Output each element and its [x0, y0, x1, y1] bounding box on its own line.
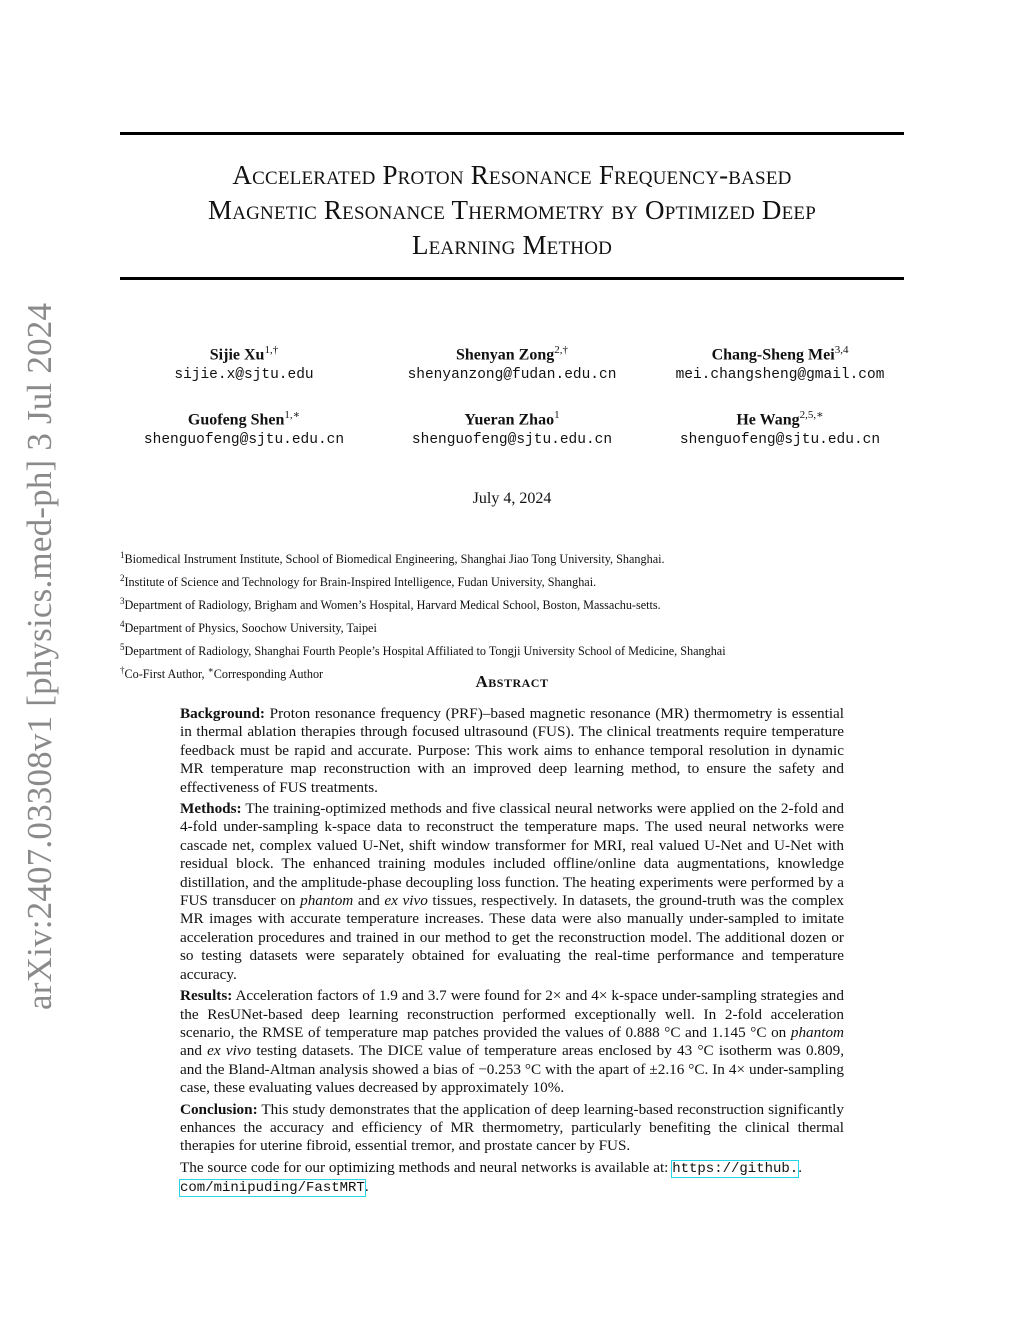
background-text: Proton resonance frequency (PRF)–based magnetic resonance (MR) thermometry is essential in thermal ablation therapies through focused ultrasound (FUS). The clinical treatments require temperature feedback must be rapid and accurate. Purpose: This work aims to enhance temporal resolution in dynamic MR temperature map reconstruction with an improved deep learning method, to ensure the safety and effectiveness of FUS treatments. — [180, 705, 844, 796]
author-name: Yueran Zhao — [464, 411, 555, 429]
author-email[interactable]: sijie.x@sjtu.edu — [174, 367, 314, 384]
paper-title — [120, 158, 904, 263]
author-email[interactable]: mei.changsheng@gmail.com — [675, 367, 885, 384]
abstract-conclusion — [180, 1101, 844, 1156]
results-text: and — [180, 1042, 208, 1060]
affiliation-text: Department of Physics, Soochow University, Taipei — [124, 621, 377, 636]
results-emphasis: ex vivo — [207, 1042, 252, 1060]
arxiv-identifier: arXiv:2407.03308v1 [physics.med-ph] 3 Jul 2024 — [20, 302, 59, 1010]
code-repository-link[interactable]: com/minipuding/FastMRT — [180, 1180, 365, 1197]
code-repository-link[interactable]: https://github. — [672, 1160, 799, 1177]
affiliation-marker: ∗ — [207, 665, 214, 676]
author — [646, 340, 914, 385]
results-emphasis: phantom — [790, 1023, 844, 1041]
abstract-body — [180, 705, 844, 1201]
background-label: Background: — [180, 705, 265, 722]
conclusion-text: This study demonstrates that the application of deep learning-based reconstruction significantly enhances the accuracy and efficiency of MR thermometry, particularly benefiting the clinical thermal therapies for uterine fibroid, essential tremor, and prostate cancer by FUS. — [180, 1100, 844, 1155]
abstract-code-availability — [180, 1159, 844, 1198]
affiliation-marker: 2 — [120, 573, 125, 584]
code-availability-text: . — [798, 1158, 803, 1176]
title-top-rule — [120, 132, 904, 135]
results-text: testing datasets. The DICE value of temperature areas enclosed by 43 °C isotherm was 0.809, and the Bland-Altman analysis showed a bias of −0.253 °C with the apart of ±2.16 °C. In 4× under-sampling case, these evaluating values decreased by approximately 10%. — [180, 1042, 844, 1097]
affiliations-list — [120, 546, 910, 684]
authors-row-1 — [110, 340, 914, 385]
affiliation-marker: 3 — [120, 596, 125, 607]
affiliation-text: Biomedical Instrument Institute, School of Biomedical Engineering, Shanghai Jiao Tong University, Shanghai. — [124, 552, 665, 567]
author-email[interactable]: shenguofeng@sjtu.edu.cn — [143, 432, 345, 449]
authors-row-2 — [110, 405, 914, 450]
author-name: He Wang — [736, 411, 800, 429]
affiliation-text: Institute of Science and Technology for Brain-Inspired Intelligence, Fudan University, Shanghai. — [124, 575, 597, 590]
affiliation-item — [120, 546, 910, 569]
abstract-background — [180, 705, 844, 797]
title-line-2: Magnetic Resonance Thermometry by Optimized Deep — [208, 195, 816, 225]
methods-text: and — [353, 892, 385, 910]
author-name: Guofeng Shen — [187, 411, 285, 429]
methods-text: The training-optimized methods and five classical neural networks were applied on the 2-fold and 4-fold under-sampling k-space data to reconstruct the temperature maps. The used neural networks were cascade net, complex valued U-Net, shift window transformer for MRI, real valued U-Net and U-Net with residual block. The enhanced training modules included offline/online data augmentations, knowledge distillation, and the amplitude-phase decoupling loss function. The heating experiments were performed by a FUS transducer on — [180, 800, 844, 910]
conclusion-label: Conclusion: — [180, 1100, 258, 1118]
author-name: Shenyan Zong — [455, 346, 555, 364]
title-line-3: Learning Method — [411, 230, 613, 260]
affiliation-item — [120, 569, 910, 592]
author-email[interactable]: shenguofeng@sjtu.edu.cn — [411, 432, 613, 449]
affiliation-item — [120, 638, 910, 661]
author-affil-marker: 1,† — [264, 344, 279, 356]
affiliation-item — [120, 615, 910, 638]
author-affil-marker: 1 — [554, 409, 560, 421]
author — [110, 340, 378, 385]
affiliation-marker: † — [120, 665, 125, 676]
affiliation-marker: 5 — [120, 642, 125, 653]
affiliation-item — [120, 592, 910, 615]
author-email[interactable]: shenguofeng@sjtu.edu.cn — [679, 432, 881, 449]
author — [110, 405, 378, 450]
code-availability-text: The source code for our optimizing methods and neural networks is available at: — [180, 1158, 673, 1176]
code-availability-text: . — [364, 1178, 369, 1196]
author-affil-marker: 2,5,∗ — [799, 409, 824, 421]
affiliation-text: Co-First Author, — [124, 667, 208, 682]
abstract-heading: Abstract — [475, 672, 549, 691]
author — [378, 340, 646, 385]
abstract-methods — [180, 800, 844, 984]
author — [646, 405, 914, 450]
methods-emphasis: ex vivo — [384, 892, 428, 910]
author — [378, 405, 646, 450]
methods-label: Methods: — [180, 800, 242, 818]
author-affil-marker: 3,4 — [834, 344, 849, 356]
author-name: Sijie Xu — [209, 346, 265, 364]
affiliation-marker: 1 — [120, 550, 125, 560]
author-affil-marker: 2,† — [554, 344, 568, 356]
methods-emphasis: phantom — [300, 892, 354, 910]
affiliation-text: Department of Radiology, Shanghai Fourth People’s Hospital Affiliated to Tongji University School of Medicine, Shanghai — [124, 644, 726, 659]
title-line-1: Accelerated Proton Resonance Frequency-based — [232, 160, 792, 190]
affiliation-text: Department of Radiology, Brigham and Women’s Hospital, Harvard Medical School, Boston, Massachu-setts. — [124, 598, 661, 613]
author-email[interactable]: shenyanzong@fudan.edu.cn — [407, 367, 617, 384]
results-text: Acceleration factors of 1.9 and 3.7 were found for 2× and 4× k-space under-sampling strategies and the ResUNet-based deep learning reconstruction performed exceptionally well. In 2-fold acceleration scenario, the RMSE of temperature map patches provided the values of 0.888 °C and 1.145 °C on — [180, 987, 844, 1041]
affiliation-text: Corresponding Author — [213, 667, 324, 682]
author-name: Chang-Sheng Mei — [711, 346, 835, 364]
title-bottom-rule — [120, 277, 904, 280]
methods-text: tissues, respectively. In datasets, the ground-truth was the complex MR images with accurate temperature increases. These data were also manually under-sampled to imitate acceleration procedures and trained in our method to get the reconstruction model. The additional dozen or so testing datasets were separately obtained for evaluating the real-time performance and temperature accuracy. — [180, 892, 844, 983]
results-label: Results: — [180, 987, 233, 1005]
abstract-results — [180, 987, 844, 1097]
author-affil-marker: 1,∗ — [284, 409, 301, 421]
affiliation-marker: 4 — [120, 619, 125, 630]
publication-date: July 4, 2024 — [472, 490, 552, 507]
